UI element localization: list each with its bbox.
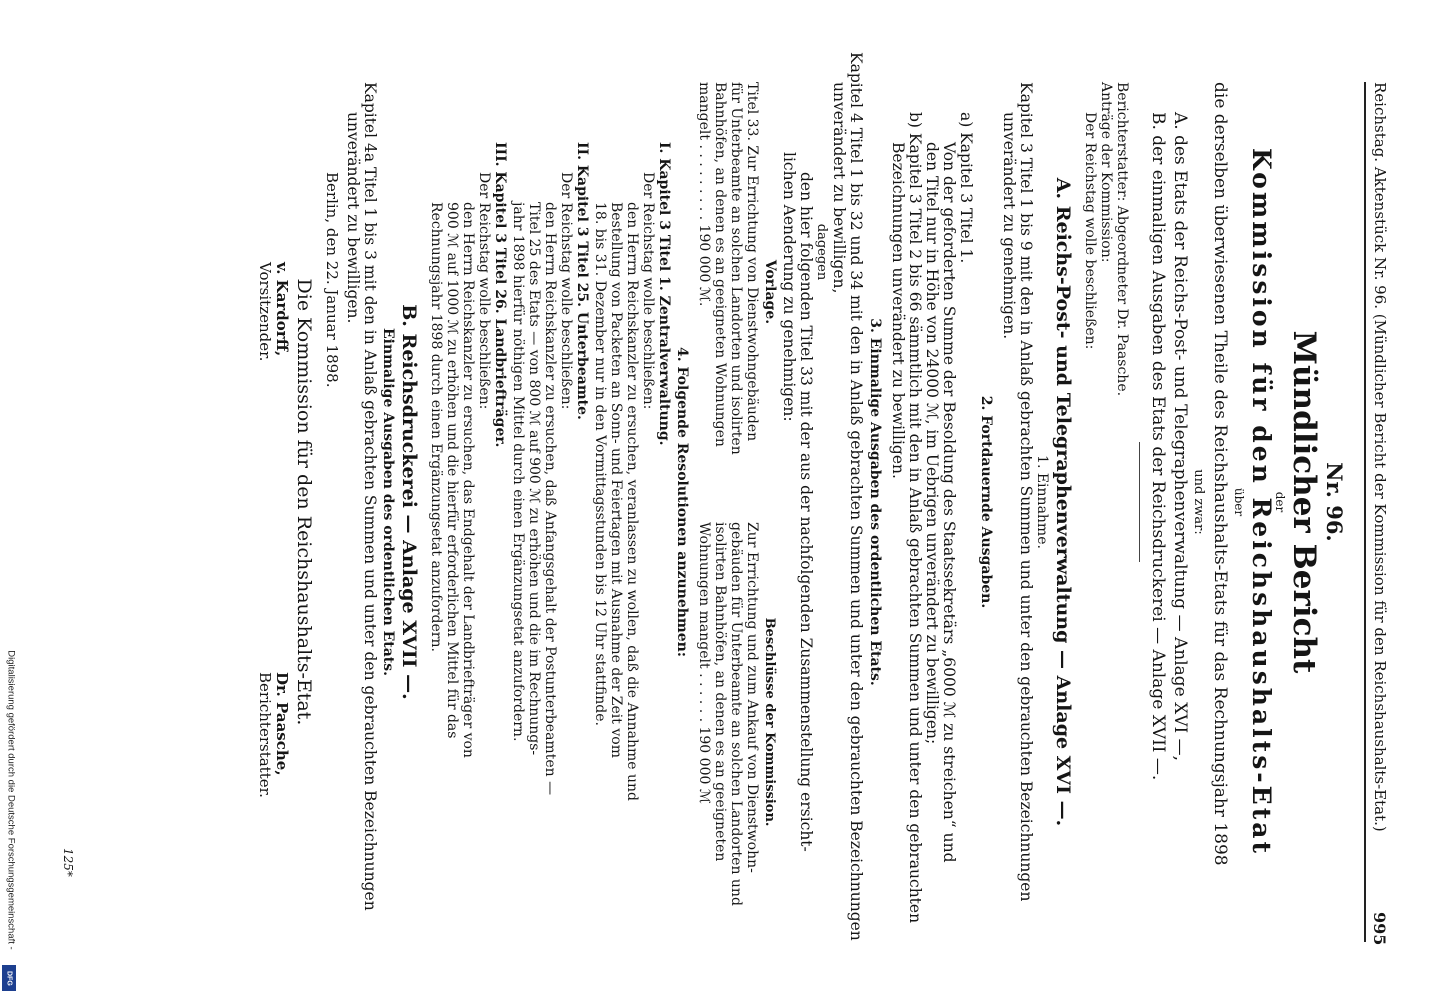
resolution-3-d: Rechnungsjahr 1898 durch einen Ergänzungsetat anzufordern. [428, 202, 444, 652]
signature-2-role: Berichterstatter. [256, 672, 274, 798]
resolution-3-a: Der Reichstag wolle beschließen: [476, 172, 492, 410]
signature-1-name: v. Kardorff, [273, 262, 291, 357]
vorlage-line1: Titel 33. Zur Errichtung von Dienstwohngebäuden [744, 82, 760, 442]
dfg-logo: DFG [2, 965, 16, 991]
item-b: B. der einmaligen Ausgaben des Etats der Reichsdruckerei — Anlage XVII —. [1148, 112, 1168, 781]
k4-line4: lichen Aenderung zu genehmigen: [780, 152, 798, 422]
separator [1139, 442, 1140, 562]
ueber-word: über [1232, 487, 1246, 517]
header-rule [1364, 82, 1366, 942]
und-zwar: und zwar: [1191, 469, 1206, 535]
signature-2-name: Dr. Paasche, [273, 672, 291, 776]
resolution-3-heading: III. Kapitel 3 Titel 26. Landbriefträger. [492, 142, 508, 448]
intro-line: die derselben überwiesenen Theile des Reichshaushalts-Etats für das Rechnungsjahr 1898 [1210, 82, 1230, 866]
resolution-2-b: den Herrn Reichskanzler zu ersuchen, daß Anfangsgehalt der Postunterbeamten — [542, 202, 558, 796]
resolution-2-d: jahr 1898 hierfür nöthigen Mittel durch einen Ergänzungsetat anzufordern. [510, 202, 526, 742]
k3-line2: unverändert zu genehmigen. [1000, 112, 1018, 340]
resolution-2-heading: II. Kapitel 3 Titel 25. Unterbeamte. [574, 142, 590, 420]
rotated-document-page [50, 52, 1390, 952]
digitization-note: Digitalisierung gefördert durch die Deutsche Forschungsgemeinschaft - [5, 650, 17, 950]
k4a-line2: unverändert zu bewilligen. [344, 112, 362, 324]
s3-heading: 3. Einmalige Ausgaben des ordentlichen Etats. [867, 318, 883, 686]
resolution-1-c: Bestellung von Packeten an Sonn- und Feiertagen mit Ausnahme der Zeit vom [608, 202, 624, 758]
einmalig-heading: Einmalige Ausgaben des ordentlichen Etats. [380, 327, 396, 677]
resolution-1-a: Der Reichstag wolle beschließen: [640, 172, 656, 410]
resolution-3-b: den Herrn Reichskanzler zu ersuchen, das Endgehalt der Landbriefträger von [460, 202, 476, 758]
antraege: Anträge der Kommission: [1098, 82, 1114, 263]
vorlage-line3: Bahnhöfen, an denen es an geeigneten Wohnungen [712, 82, 728, 447]
item-a: A. des Etats der Reichs-Post- und Telegraphenverwaltung — Anlage XVI —, [1170, 112, 1190, 762]
doc-number: Nr. 96. [1322, 462, 1347, 542]
vorlage-line2: für Unterbeamte an solchen Landorten und isolirten [728, 82, 744, 455]
k3-line: Kapitel 3 Titel 1 bis 9 mit den in Anlaß gebrachten Summen und unter den gebrauchten Bezeichnungen [1017, 82, 1035, 902]
vorlage-heading: Vorlage. [762, 259, 778, 325]
vorlage-line4: mangelt . . . . . . . . . 190 000 ℳ. [696, 82, 712, 307]
b-line1: b) Kapitel 3 Titel 2 bis 66 sämmtlich mit den in Anlaß gebrachten Summen und unter den gebrauchten [906, 112, 924, 924]
a-line: a) Kapitel 3 Titel 1. [957, 112, 975, 264]
k4-line2: unverändert zu bewilligen, [830, 82, 848, 294]
beschliessen: Der Reichstag wolle beschließen: [1082, 112, 1098, 350]
a-line2: den Titel nur in Höhe von 24000 ℳ, im Uebrigen unverändert zu bewilligen; [923, 142, 941, 745]
k4-line3: den hier folgenden Titel 33 mit der aus der nachfolgenden Zusammenstellung ersicht- [797, 172, 815, 852]
a-line1: Von der geforderten Summe der Besoldung des Staatssekretärs „6000 ℳ zu streichen“ und [940, 142, 958, 863]
beschluss-line1: Zur Errichtung und zum Ankauf von Dienstwohn- [744, 522, 760, 873]
closing-commission: Die Kommission für den Reichshaushalts-Etat. [293, 278, 315, 726]
beschluesse-heading: Beschlüsse der Kommission. [762, 617, 777, 827]
resolution-2-a: Der Reichstag wolle beschließen: [558, 172, 574, 410]
signing-date: Berlin, den 22. Januar 1898. [323, 172, 341, 388]
resolution-1-d: 18. bis 31. Dezember nur in den Vormittagsstunden bis 12 Uhr stattfinde. [592, 202, 608, 726]
s1-heading: 1. Einnahme. [1034, 455, 1050, 549]
resolution-1-b: den Herrn Reichskanzler zu ersuchen, veranlassen zu wollen, daß die Annahme und [624, 202, 640, 802]
resolution-3-c: 900 ℳ auf 1000 ℳ zu erhöhen und die hierfür erforderlichen Mittel für das [444, 202, 460, 739]
beschluss-line4: Wohnungen mangelt . . . . . . 190 000 ℳ [696, 522, 712, 804]
section-b: B. Reichsdruckerei — Anlage XVII —. [398, 304, 420, 700]
section-a: A. Reichs-Post- und Telegraphenverwaltung — Anlage XVI —. [1052, 177, 1074, 827]
beschluss-line2: gebäuden für Unterbeamte an solchen Landorten und [728, 522, 744, 906]
k4-line: Kapitel 4 Titel 1 bis 32 und 34 mit den in Anlaß gebrachten Summen und unter den gebrauchten Bezeichnungen [847, 52, 865, 941]
s2-heading: 2. Fortdauernde Ausgaben. [978, 395, 994, 609]
page-number: 125* [61, 848, 75, 877]
s4-heading: 4. Folgende Resolutionen anzunehmen: [674, 347, 690, 657]
signature-1-role: Vorsitzender. [256, 262, 274, 362]
doc-title: Mündlicher Bericht [1286, 330, 1322, 674]
commission-heading: Kommission für den Reichshaushalts-Etat [1247, 147, 1276, 857]
b-line2: Bezeichnungen unverändert zu bewilligen. [889, 142, 907, 479]
resolution-1-heading: I. Kapitel 3 Titel 1. Zentralverwaltung. [656, 142, 672, 446]
beschluss-line3: isolirten Bahnhöfen, an denen es an geeigneten [712, 522, 728, 862]
header-page-number: 995 [1370, 912, 1389, 946]
digitization-footer [0, 0, 22, 1000]
berichterstatter: Berichterstatter: Abgeordneter Dr. Paasche. [1114, 82, 1130, 397]
resolution-2-c: Titel 25 des Etats — von 800 ℳ auf 900 ℳ zu erhöhen und die im Rechnungs- [526, 202, 542, 756]
dagegen: dagegen [814, 223, 829, 281]
running-header: Reichstag. Aktenstück Nr. 96. (Mündlicher Bericht der Kommission für den Reichshaushalts-Etat.) [1371, 82, 1389, 832]
k4a-line: Kapitel 4a Titel 1 bis 3 mit den in Anlaß gebrachten Summen und unter den gebrauchten Bezeichnungen [361, 82, 379, 911]
der-word: der [1273, 491, 1287, 513]
